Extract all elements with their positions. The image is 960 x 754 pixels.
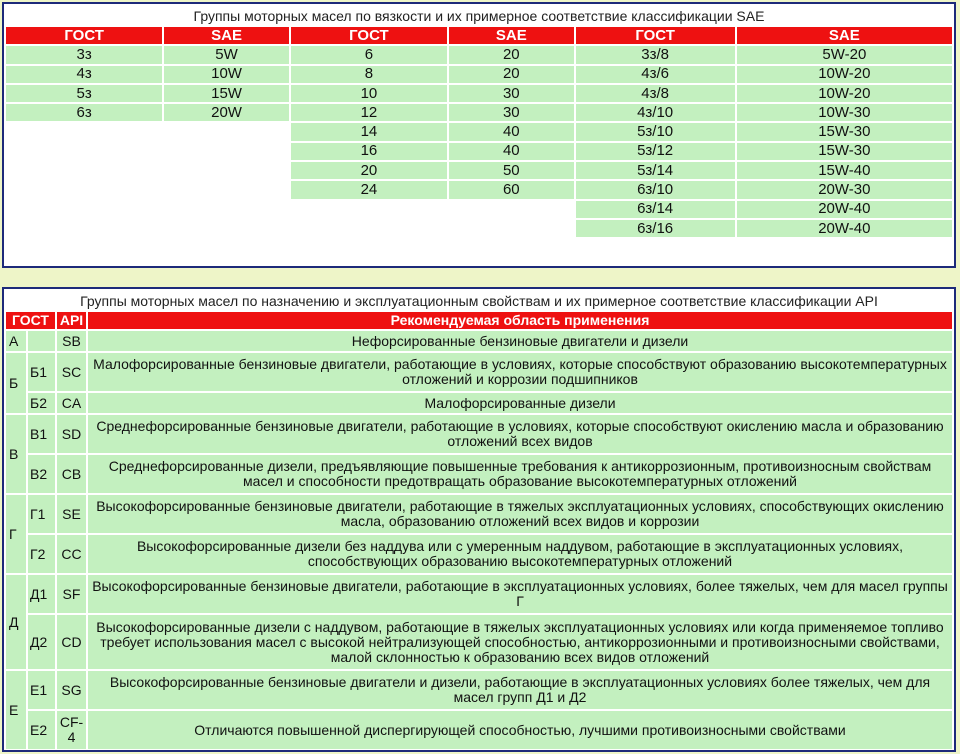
api-code-cell: SE [57,495,86,533]
application-cell: Высокофорсированные бензиновые двигатели, работающие в эксплуатационных условиях, более тяжелых, чем для масел группы Г [88,575,952,613]
gost-viscosity-cell: 20 [291,162,447,179]
api-code-cell: SD [57,415,86,453]
empty-cell [164,181,288,198]
api-code-cell: SB [57,331,86,351]
sae-table [4,25,954,239]
sae-header-gost-1: ГОСТ [6,27,162,44]
application-cell: Среднефорсированные бензиновые двигатели, работающие в условиях, которые способствуют окислению масла и образованию отложений всех видов [88,415,952,453]
api-code-cell: CC [57,535,86,573]
sae-grade-cell: 20W-40 [737,201,952,218]
group-cell-v: В [6,415,26,493]
sae-grade-cell: 30 [449,104,573,121]
sae-grade-cell: 60 [449,181,573,198]
gost-viscosity-cell: 8 [291,66,447,83]
gost-viscosity-cell: 5з/10 [576,123,735,140]
gost-viscosity-cell: 5з/12 [576,143,735,160]
gost-viscosity-cell: 5з [6,85,162,102]
sae-header-gost-3: ГОСТ [576,27,735,44]
empty-cell [6,162,162,179]
empty-cell [6,143,162,160]
empty-cell [449,201,573,218]
gost-viscosity-cell: 4з/10 [576,104,735,121]
table-row [6,201,952,218]
api-header-area: Рекомендуемая область применения [88,312,952,329]
empty-cell [164,143,288,160]
gost-viscosity-cell: 3з/8 [576,46,735,63]
table-row [6,46,952,63]
table-row [6,85,952,102]
gost-viscosity-cell: 4з/6 [576,66,735,83]
group-cell-b: Б [6,353,26,413]
group-cell-a: А [6,331,26,351]
empty-cell [164,201,288,218]
table-row [6,711,952,749]
sae-grade-cell: 10W-20 [737,66,952,83]
empty-cell [6,181,162,198]
gost-code-cell: Е1 [28,671,55,709]
api-header-row [6,312,952,329]
gost-viscosity-cell: 6з/16 [576,220,735,237]
sae-grade-cell: 5W-20 [737,46,952,63]
api-table-panel [2,287,956,752]
api-code-cell: SG [57,671,86,709]
empty-cell [164,123,288,140]
table-row [6,671,952,709]
table-row [6,535,952,573]
sae-grade-cell: 10W-30 [737,104,952,121]
group-cell-g: Г [6,495,26,573]
application-cell: Отличаются повышенной диспергирующей способностью, лучшими противоизносными свойствами [88,711,952,749]
table-row [6,393,952,413]
sae-grade-cell: 50 [449,162,573,179]
application-cell: Высокофорсированные дизели без наддува или с умеренным наддувом, работающие в эксплуатационных условиях, способствующих образованию высокотемпературных отложений [88,535,952,573]
sae-grade-cell: 15W-30 [737,123,952,140]
application-cell: Малофорсированные бензиновые двигатели, работающие в условиях, которые способствуют образованию высокотемпературных отложений и коррозии подшипников [88,353,952,391]
group-cell-d: Д [6,575,26,669]
empty-cell [164,220,288,237]
table-row [6,162,952,179]
sae-grade-cell: 20 [449,46,573,63]
sae-grade-cell: 10W [164,66,288,83]
api-code-cell: SF [57,575,86,613]
empty-cell [291,220,447,237]
gost-viscosity-cell: 6з/14 [576,201,735,218]
gost-viscosity-cell: 6з/10 [576,181,735,198]
sae-grade-cell: 10W-20 [737,85,952,102]
gost-code-cell: В2 [28,455,55,493]
api-table-caption: Группы моторных масел по назначению и эксплуатационным свойствам и их примерное соответствие классификации API [80,293,878,309]
gost-code-cell: Г2 [28,535,55,573]
gost-code-cell: Д1 [28,575,55,613]
sae-header-sae-1: SAE [164,27,288,44]
gost-viscosity-cell: 4з [6,66,162,83]
gost-viscosity-cell: 5з/14 [576,162,735,179]
sae-grade-cell: 20 [449,66,573,83]
api-code-cell: SC [57,353,86,391]
sae-table-body [6,46,952,237]
gost-code-cell: Е2 [28,711,55,749]
gost-code-cell: Г1 [28,495,55,533]
gost-viscosity-cell: 6з [6,104,162,121]
table-row [6,415,952,453]
gost-viscosity-cell: 12 [291,104,447,121]
sae-grade-cell: 15W [164,85,288,102]
sae-grade-cell: 20W-40 [737,220,952,237]
gost-viscosity-cell: 10 [291,85,447,102]
table-row [6,495,952,533]
api-header-api: API [57,312,86,329]
sae-grade-cell: 30 [449,85,573,102]
sae-header-row [6,27,952,44]
table-row [6,575,952,613]
sae-grade-cell: 40 [449,123,573,140]
empty-cell [6,220,162,237]
sae-grade-cell: 15W-40 [737,162,952,179]
gost-viscosity-cell: 14 [291,123,447,140]
gost-code-cell: В1 [28,415,55,453]
api-table [4,310,954,751]
table-row [6,104,952,121]
sae-grade-cell: 15W-30 [737,143,952,160]
gost-code-cell: Б1 [28,353,55,391]
api-code-cell: CB [57,455,86,493]
table-row [6,220,952,237]
sae-grade-cell: 5W [164,46,288,63]
application-cell: Высокофорсированные бензиновые двигатели, работающие в тяжелых эксплуатационных условиях, способствующих окислению масла, образованию отложений всех видов и коррозии [88,495,952,533]
sae-header-sae-3: SAE [737,27,952,44]
empty-cell [6,123,162,140]
table-row [6,66,952,83]
gost-viscosity-cell: 3з [6,46,162,63]
empty-cell [291,201,447,218]
gost-viscosity-cell: 16 [291,143,447,160]
table-row [6,353,952,391]
sae-grade-cell: 20W [164,104,288,121]
gost-viscosity-cell: 6 [291,46,447,63]
api-code-cell: CF-4 [57,711,86,749]
empty-cell [6,201,162,218]
api-header-gost: ГОСТ [6,312,55,329]
application-cell: Высокофорсированные дизели с наддувом, работающие в тяжелых эксплуатационных условиях или когда применяемое топливо требует использования масел с высокой нейтрализующей способностью, антикоррозионными и противоизносными свойствами, малой склонностью к образованию всех видов отложений [88,615,952,669]
gost-code-cell: Д2 [28,615,55,669]
sae-table-panel [2,2,956,268]
gost-code-cell: Б2 [28,393,55,413]
group-cell-e: Е [6,671,26,749]
sae-header-sae-2: SAE [449,27,573,44]
sae-grade-cell: 40 [449,143,573,160]
table-row [6,455,952,493]
application-cell: Среднефорсированные дизели, предъявляющие повышенные требования к антикоррозионным, противоизносным свойствам масел и способности предотвращать образование высокотемпературных отложений [88,455,952,493]
sae-table-caption: Группы моторных масел по вязкости и их примерное соответствие классификации SAE [193,8,765,24]
table-row [6,181,952,198]
table-row [6,331,952,351]
api-code-cell: CD [57,615,86,669]
empty-cell [164,162,288,179]
gost-viscosity-cell: 24 [291,181,447,198]
table-row [6,123,952,140]
application-cell: Высокофорсированные бензиновые двигатели и дизели, работающие в эксплуатационных условиях более тяжелых, чем для масел групп Д1 и Д2 [88,671,952,709]
gost-code-cell [28,331,55,351]
empty-cell [449,220,573,237]
sae-grade-cell: 20W-30 [737,181,952,198]
application-cell: Малофорсированные дизели [88,393,952,413]
gost-viscosity-cell: 4з/8 [576,85,735,102]
table-row [6,143,952,160]
sae-header-gost-2: ГОСТ [291,27,447,44]
application-cell: Нефорсированные бензиновые двигатели и дизели [88,331,952,351]
api-code-cell: CA [57,393,86,413]
table-row [6,615,952,669]
